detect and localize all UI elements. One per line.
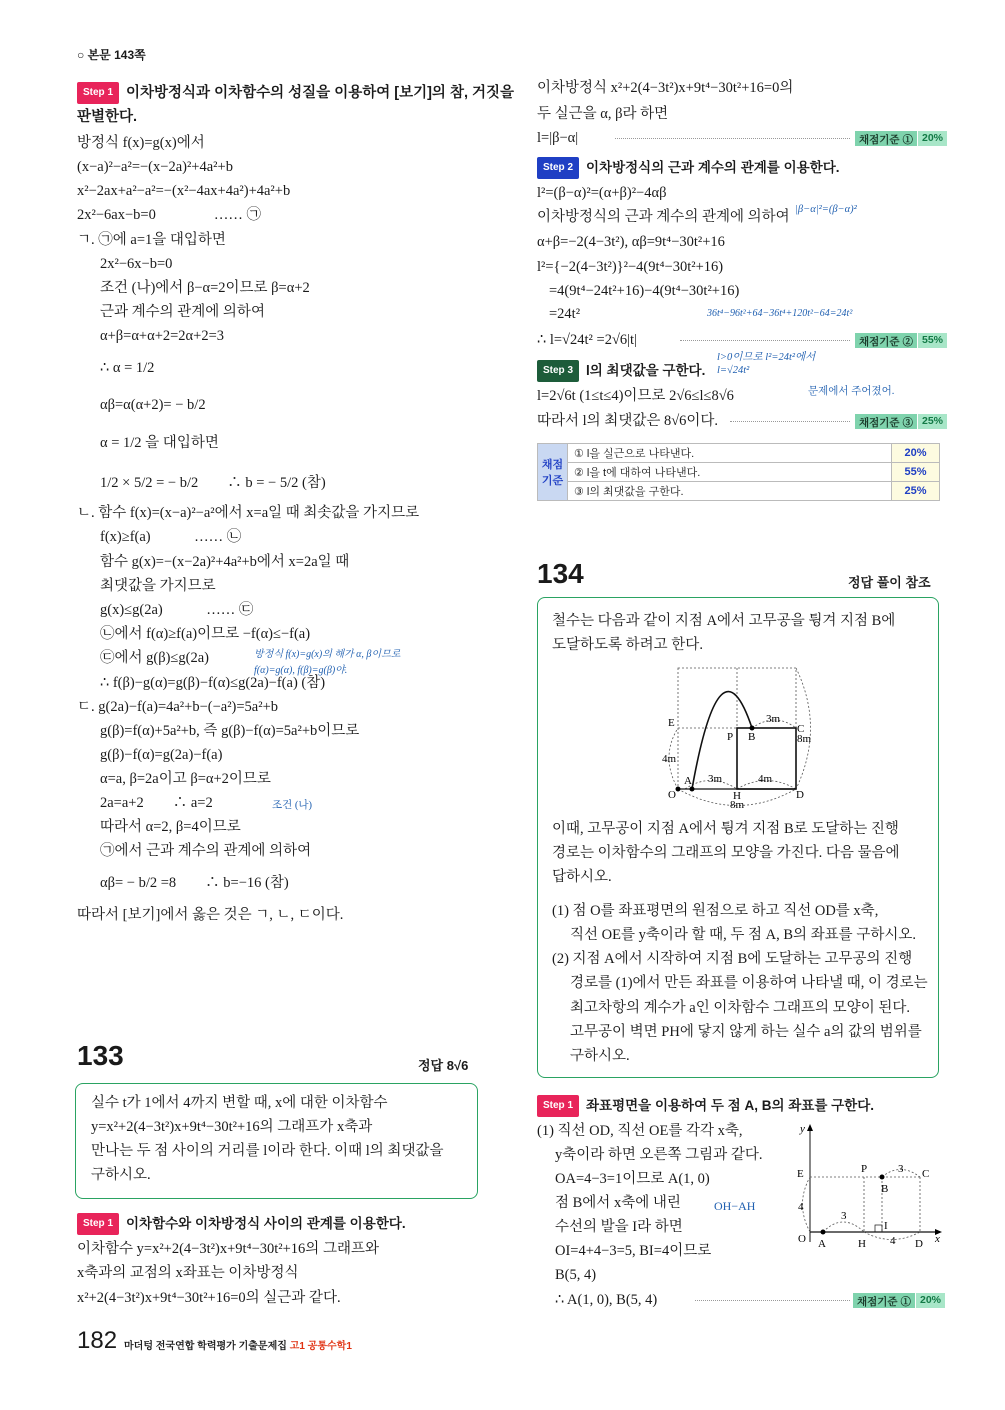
- label-B: B: [881, 1183, 889, 1195]
- line: OI=4+4−3=5, BI=4이므로: [555, 1243, 712, 1259]
- annotation: OH−AH: [714, 1199, 756, 1213]
- line: ∴ α = 1/2: [100, 360, 155, 376]
- line: 방정식 f(x)=g(x)에서: [77, 135, 205, 151]
- annotation: 36t⁴−96t²+64−36t⁴+120t²−64=24t²: [707, 308, 853, 319]
- label-P: P: [727, 731, 734, 743]
- line: =24t²: [549, 306, 581, 322]
- step-badge: Step 1: [77, 1213, 119, 1235]
- question-line: (1) 점 O를 좌표평면의 원점으로 하고 직선 OD를 x축,: [552, 903, 879, 919]
- problem-line: 철수는 다음과 같이 지점 A에서 고무공을 튕겨 지점 B에: [552, 613, 896, 629]
- badge-label: 채점기준 ①: [853, 1293, 915, 1308]
- label-3: 3: [841, 1210, 847, 1222]
- line: 두 실근을 α, β라 하면: [537, 106, 669, 122]
- line: αβ=α(α+2)= − b/2: [100, 397, 206, 413]
- annotation: 조건 (나): [272, 800, 313, 811]
- score-badge: [855, 333, 947, 348]
- problem-line: 경로는 이차함수의 그래프의 모양을 가진다. 다음 물음에: [552, 845, 900, 861]
- badge-label: 채점기준 ②: [855, 333, 917, 348]
- criteria-header: 채점 기준: [538, 444, 568, 501]
- line: 이차방정식의 근과 계수의 관계에 의하여: [537, 209, 790, 225]
- question-line: 직선 OE를 y축이라 할 때, 두 점 A, B의 좌표를 구하시오.: [570, 927, 916, 943]
- label-I: I: [884, 1220, 888, 1232]
- label-4: 4: [798, 1201, 804, 1213]
- criteria-percent: 25%: [892, 482, 940, 501]
- line: x²+2(4−3t²)x+9t⁴−30t²+16=0의 실근과 같다.: [77, 1290, 341, 1306]
- line: =4(9t⁴−24t²+16)−4(9t⁴−30t²+16): [549, 283, 740, 299]
- problem-line: 이때, 고무공이 지점 A에서 튕겨 지점 B로 도달하는 진행: [552, 821, 899, 837]
- label-D: D: [796, 789, 804, 801]
- label-D: D: [915, 1238, 923, 1250]
- page-reference: ○ 본문 143쪽: [77, 48, 146, 62]
- line: x²−2ax+a²−a²=−(x²−4ax+4a²)+4a²+b: [77, 183, 291, 199]
- label-H: H: [733, 790, 741, 802]
- line: 수선의 발을 I라 하면: [555, 1219, 683, 1235]
- label-A: A: [684, 775, 692, 787]
- question-line: (2) 지점 A에서 시작하여 지점 B에 도달하는 고무공의 진행: [552, 951, 913, 967]
- line: 함수 g(x)=−(x−2a)²+4a²+b에서 x=2a일 때: [100, 554, 350, 570]
- line: 이차함수 y=x²+2(4−3t²)x+9t⁴−30t²+16의 그래프와: [77, 1241, 379, 1257]
- line: l=|β−α|: [537, 130, 579, 146]
- line: g(β)−f(α)=g(2a)−f(a): [100, 747, 223, 763]
- label-H: H: [858, 1238, 866, 1250]
- label-3m: 3m: [766, 713, 781, 725]
- axis-y-label: y: [800, 1123, 805, 1135]
- line: l²=(β−α)²=(α+β)²−4αβ: [537, 185, 667, 201]
- answer-label: 정답 풀이 참조: [848, 575, 931, 590]
- criteria-percent: 20%: [892, 444, 940, 463]
- line: ㄷ. g(2a)−f(a)=4a²+b−(−a²)=5a²+b: [77, 699, 279, 715]
- line: 따라서 [보기]에서 옳은 것은 ㄱ, ㄴ, ㄷ이다.: [77, 907, 344, 923]
- line: α=a, β=2a이고 β=α+2이므로: [100, 771, 271, 787]
- label-E: E: [797, 1168, 804, 1180]
- score-badge: [853, 1293, 945, 1308]
- badge-percent: 20%: [918, 131, 947, 146]
- line: f(x)≥f(a) …… ㉡: [100, 529, 242, 545]
- line: g(x)≤g(2a) …… ㉢: [100, 602, 254, 618]
- badge-percent: 20%: [916, 1293, 945, 1308]
- label-A: A: [818, 1238, 826, 1250]
- line: ㄱ. ㉠에 a=1을 대입하면: [77, 232, 226, 248]
- line: ㉠에서 근과 계수의 관계에 의하여: [100, 843, 312, 859]
- ball-path-figure: [660, 662, 820, 812]
- line: 최댓값을 가지므로: [100, 578, 216, 594]
- subject-label: 고1 공통수학1: [289, 1341, 352, 1352]
- step2-heading: [537, 157, 840, 179]
- line: α+β=−2(4−3t²), αβ=9t⁴−30t²+16: [537, 234, 725, 250]
- label-P: P: [861, 1163, 868, 1175]
- annotation: f(α)=g(α), f(β)=g(β)야.: [254, 665, 348, 676]
- line: B(5, 4): [555, 1267, 597, 1283]
- step-title-cont: 판별한다.: [77, 109, 138, 125]
- line: ∴ f(β)−g(α)=g(β)−f(α)≤g(2a)−f(a) (참): [100, 675, 326, 691]
- annotation: |β−α|²=(β−α)²: [795, 204, 857, 215]
- line: (1) 직선 OD, 직선 OE를 각각 x축,: [537, 1123, 743, 1139]
- line: 따라서 l의 최댓값은 8√6이다.: [537, 413, 719, 429]
- problem-line: y=x²+2(4−3t²)x+9t⁴−30t²+16의 그래프가 x축과: [91, 1119, 373, 1135]
- line: 2a=a+2 ∴ a=2: [100, 795, 213, 811]
- criteria-item: ② l을 t에 대하여 나타낸다.: [568, 463, 892, 482]
- annotation: l=√24t²: [717, 365, 750, 376]
- line: 2x²−6x−b=0: [100, 256, 173, 272]
- annotation: l>0이므로 l²=24t²에서: [717, 352, 816, 363]
- line: g(β)=f(α)+5a²+b, 즉 g(β)−f(α)=5a²+b이므로: [100, 723, 360, 739]
- problem-line: 실수 t가 1에서 4까지 변할 때, x에 대한 이차함수: [91, 1095, 388, 1111]
- problem-line: 답하시오.: [552, 869, 612, 885]
- line: 조건 (나)에서 β−α=2이므로 β=α+2: [100, 280, 310, 296]
- score-badge: [855, 131, 947, 146]
- annotation: 문제에서 주어졌어.: [808, 386, 895, 397]
- line: ㉡에서 f(α)≥f(a)이므로 −f(α)≤−f(a): [100, 626, 311, 642]
- question-line: 경로를 (1)에서 만든 좌표를 이용하여 나타낼 때, 이 경로는: [570, 975, 928, 991]
- label-8m: 8m: [730, 799, 745, 811]
- line: OA=4−3=1이므로 A(1, 0): [555, 1171, 710, 1187]
- problem-line: 만나는 두 점 사이의 거리를 l이라 한다. 이때 l의 최댓값을: [91, 1143, 444, 1159]
- step-badge: Step 2: [537, 157, 579, 179]
- step1-heading: [77, 82, 514, 104]
- line: ∴ A(1, 0), B(5, 4): [555, 1292, 658, 1308]
- line: y축이라 하면 오른쪽 그림과 같다.: [555, 1147, 763, 1163]
- criteria-percent: 55%: [892, 463, 940, 482]
- question-line: 최고차항의 계수가 a인 이차함수 그래프의 모양이 된다.: [570, 1000, 910, 1016]
- line: 따라서 α=2, β=4이므로: [100, 819, 241, 835]
- annotation: 방정식 f(x)=g(x)의 해가 α, β이므로: [254, 649, 401, 660]
- axis-x-label: x: [935, 1233, 940, 1245]
- step1-heading: [537, 1095, 874, 1117]
- label-4: 4: [890, 1235, 896, 1247]
- label-B: B: [748, 731, 756, 743]
- label-O: O: [798, 1233, 806, 1245]
- step-title: l의 최댓값을 구한다.: [586, 363, 706, 378]
- page-number: 182: [77, 1327, 118, 1354]
- question-line: 고무공이 벽면 PH에 닿지 않게 하는 실수 a의 값의 범위를: [570, 1024, 922, 1040]
- label-8m: 8m: [797, 733, 812, 745]
- step-title: 이차방정식의 근과 계수의 관계를 이용한다.: [586, 160, 840, 175]
- label-C: C: [922, 1168, 930, 1180]
- step-badge: Step 1: [77, 82, 119, 104]
- badge-percent: 55%: [918, 333, 947, 348]
- criteria-item: ③ l의 최댓값을 구한다.: [568, 482, 892, 501]
- line: α+β=α+α+2=2α+2=3: [100, 328, 225, 344]
- step-badge: Step 1: [537, 1095, 579, 1117]
- line: 1/2 × 5/2 = − b/2 ∴ b = − 5/2 (참): [100, 475, 326, 491]
- problem-line: 구하시오.: [91, 1167, 151, 1183]
- label-E: E: [668, 717, 675, 729]
- criteria-item: ① l을 실근으로 나타낸다.: [568, 444, 892, 463]
- line: 점 B에서 x축에 내린: [555, 1195, 681, 1211]
- label-3: 3: [898, 1163, 904, 1175]
- line: (x−a)²−a²=−(x−2a)²+4a²+b: [77, 159, 233, 175]
- line: α = 1/2 을 대입하면: [100, 435, 219, 451]
- footer-title: [124, 1337, 352, 1352]
- line: l²={−2(4−3t²)}²−4(9t⁴−30t²+16): [537, 259, 724, 275]
- step-badge: Step 3: [537, 360, 579, 382]
- question-line: 구하시오.: [570, 1048, 630, 1064]
- badge-label: 채점기준 ③: [855, 414, 917, 429]
- line: ㄴ. 함수 f(x)=(x−a)²−a²에서 x=a일 때 최솟값을 가지므로: [77, 505, 420, 521]
- step-title: 이차방정식과 이차함수의 성질을 이용하여 [보기]의 참, 거짓을: [126, 85, 515, 101]
- step3-heading: [537, 360, 705, 382]
- grading-criteria-table: [537, 443, 940, 501]
- answer-label: 정답 8√6: [418, 1058, 469, 1073]
- line: 2x²−6ax−b=0 …… ㉠: [77, 207, 261, 223]
- line: l=2√6t (1≤t≤4)이므로 2√6≤l≤8√6: [537, 388, 734, 404]
- score-badge: [855, 414, 947, 429]
- problem-number: 133: [77, 1040, 124, 1071]
- line: αβ= − b/2 =8 ∴ b=−16 (참): [100, 875, 289, 891]
- label-O: O: [668, 789, 676, 801]
- line: x축과의 교점의 x좌표는 이차방정식: [77, 1265, 299, 1281]
- book-title: 마더텅 전국연합 학력평가 기출문제집: [124, 1341, 287, 1352]
- line: ∴ l=√24t² =2√6|t|: [537, 332, 637, 348]
- label-C: C: [797, 723, 805, 735]
- line: 이차방정식 x²+2(4−3t²)x+9t⁴−30t²+16=0의: [537, 80, 794, 96]
- step-title: 이차함수와 이차방정식 사이의 관계를 이용한다.: [126, 1216, 406, 1231]
- problem-number: 134: [537, 558, 584, 589]
- ref-text: 본문 143쪽: [87, 48, 146, 62]
- coordinate-figure: [795, 1122, 945, 1252]
- step-title: 좌표평면을 이용하여 두 점 A, B의 좌표를 구한다.: [586, 1098, 875, 1113]
- line: ㉢에서 g(β)≤g(2a): [100, 650, 209, 666]
- label-3m: 3m: [708, 773, 723, 785]
- label-4m: 4m: [758, 773, 773, 785]
- step1-heading: [77, 1213, 406, 1235]
- badge-label: 채점기준 ①: [855, 131, 917, 146]
- badge-percent: 25%: [918, 414, 947, 429]
- line: 근과 계수의 관계에 의하여: [100, 304, 265, 320]
- label-4m: 4m: [662, 753, 677, 765]
- problem-line: 도달하도록 하려고 한다.: [552, 637, 703, 653]
